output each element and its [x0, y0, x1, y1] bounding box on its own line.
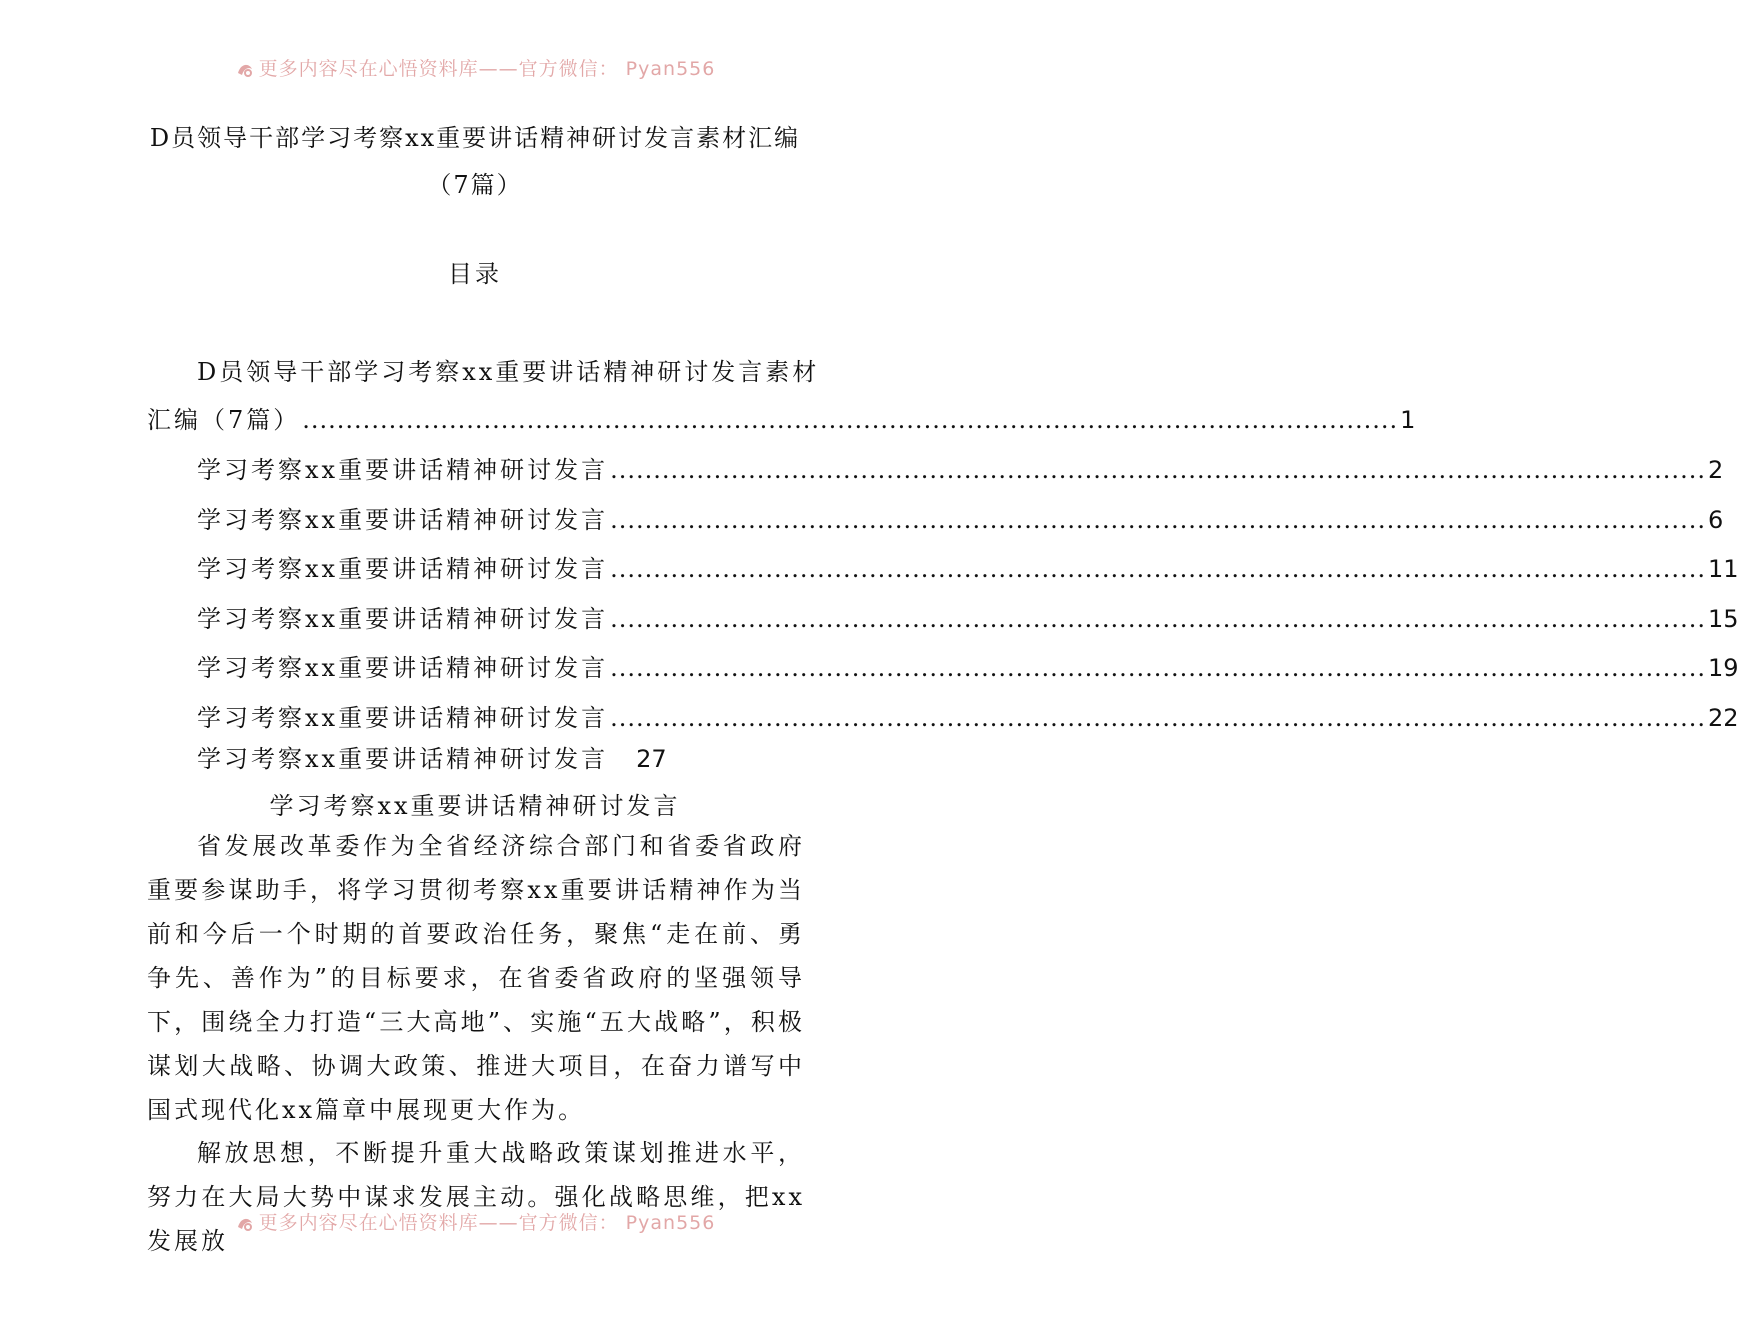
- toc-leader-dots: [610, 605, 1706, 633]
- toc-entry-label: 学习考察xx重要讲话精神研讨发言: [197, 506, 609, 534]
- body-paragraph: 解放思想，不断提升重大战略政策谋划推进水平，努力在大局大势中谋求发展主动。强化战略思维，把xx发展放: [147, 1139, 805, 1255]
- toc-page-number: 19: [1707, 654, 1739, 682]
- toc-entry-label: 学习考察xx重要讲话精神研讨发言: [197, 555, 609, 583]
- toc-entry[interactable]: [197, 698, 1739, 733]
- watermark-bottom: [0, 1208, 950, 1234]
- toc-leader-dots: [302, 406, 1398, 434]
- watermark-logo-icon: [235, 1213, 255, 1233]
- toc-entry[interactable]: [197, 739, 805, 774]
- toc-entry-main[interactable]: [197, 352, 820, 387]
- watermark-text: 更多内容尽在心悟资料库——官方微信： Pyan556: [258, 1212, 716, 1234]
- toc-entry-label: 学习考察xx重要讲话精神研讨发言: [197, 456, 609, 484]
- watermark-text: 更多内容尽在心悟资料库——官方微信： Pyan556: [258, 58, 716, 80]
- toc-leader-dots: [610, 654, 1706, 682]
- toc-page-number: 6: [1707, 506, 1724, 534]
- toc-page-number: 27: [636, 745, 667, 773]
- toc-entry-label: 学习考察xx重要讲话精神研讨发言: [197, 745, 609, 773]
- toc-leader-dots: [610, 555, 1706, 583]
- toc-leader-dots: [610, 704, 1706, 732]
- toc-entry-label: 学习考察xx重要讲话精神研讨发言: [197, 605, 609, 633]
- toc-leader-dots: [610, 456, 1706, 484]
- toc-leader-dots: [610, 506, 1706, 534]
- watermark-top: [0, 54, 950, 80]
- toc-page-number: 22: [1707, 704, 1739, 732]
- toc-entry-label: 学习考察xx重要讲话精神研讨发言: [197, 654, 609, 682]
- document-title-line2: （7篇）: [427, 171, 523, 199]
- body-paragraph: 省发展改革委作为全省经济综合部门和省委省政府重要参谋助手，将学习贯彻考察xx重要讲话精神作为当前和今后一个时期的首要政治任务，聚焦“走在前、勇争先、善作为”的目标要求，在省委省政府的坚强领导下，围绕全力打造“三大高地”、实施“五大战略”，积极谋划大战略、协调大政策、推进大项目，在奋力谱写中国式现代化xx篇章中展现更大作为。: [147, 832, 805, 1124]
- toc-heading: 目录: [448, 260, 502, 288]
- toc-page-number: 1: [1400, 406, 1416, 434]
- document-title-line1: D员领导干部学习考察xx重要讲话精神研讨发言素材汇编: [149, 124, 801, 152]
- toc-entry[interactable]: [197, 648, 1739, 683]
- toc-entry-main-label-cont: 汇编（7篇）: [147, 406, 301, 434]
- toc-page-number: 15: [1707, 605, 1739, 633]
- toc-entry[interactable]: [197, 549, 1739, 584]
- toc-entry-label: 学习考察xx重要讲话精神研讨发言: [197, 704, 609, 732]
- toc-entry-main-cont[interactable]: [147, 400, 1416, 435]
- watermark-logo-icon: [235, 59, 255, 79]
- toc-page-number: 2: [1707, 456, 1724, 484]
- section-title: 学习考察xx重要讲话精神研讨发言: [269, 792, 681, 820]
- toc-entry-main-label: D员领导干部学习考察xx重要讲话精神研讨发言素材: [197, 358, 820, 386]
- toc-page-number: 11: [1707, 555, 1739, 583]
- toc-entry[interactable]: [197, 500, 1724, 535]
- toc-entry[interactable]: [197, 599, 1739, 634]
- toc-entry[interactable]: [197, 450, 1724, 485]
